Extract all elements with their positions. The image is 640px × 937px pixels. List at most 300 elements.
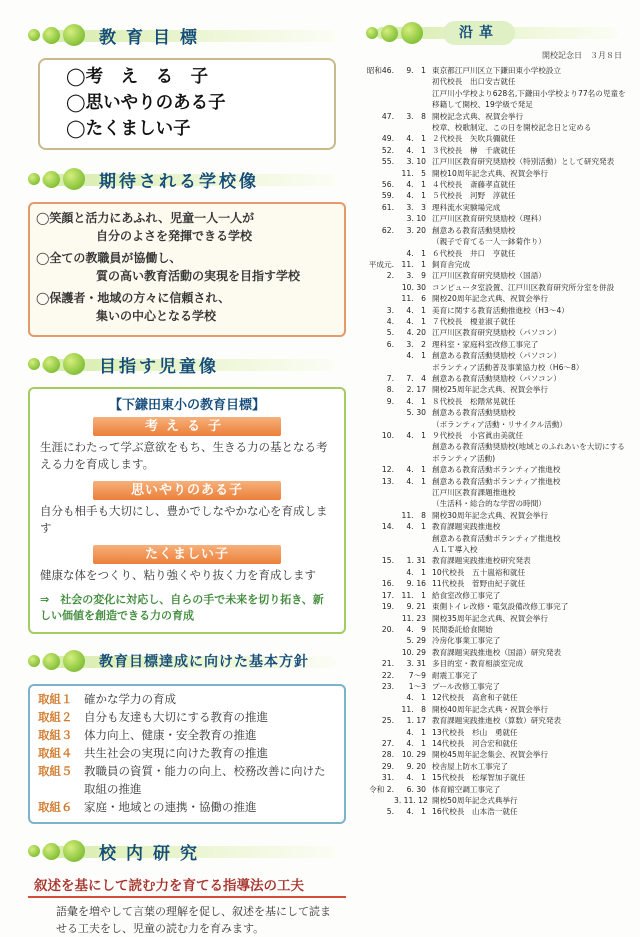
history-event: （ボランティア活動・リサイクル活動） xyxy=(432,419,568,429)
green-dots-icon xyxy=(28,24,85,46)
history-row xyxy=(366,76,628,87)
history-era: 6. xyxy=(386,339,394,349)
history-row xyxy=(366,145,628,156)
history-event: ３代校長 榊 千歳就任 xyxy=(432,145,516,155)
vision-item: ◯笑顔と活力にあふれ、児童一人一人が 自分のよさを発揮できる学校 xyxy=(36,211,255,243)
history-event: 13代校長 杉山 勇就任 xyxy=(432,727,518,737)
history-date: 2. 17 xyxy=(406,385,426,395)
history-event: 10代校長 五十嵐裕和就任 xyxy=(432,567,526,577)
history-event: 14代校長 河合宏和就任 xyxy=(432,738,518,748)
history-date: 4. 20 xyxy=(406,328,426,338)
history-row xyxy=(366,419,628,430)
history-era xyxy=(366,544,394,555)
history-row xyxy=(366,487,628,498)
green-dots-icon xyxy=(366,22,423,44)
child-header xyxy=(28,347,346,381)
history-event: 体育館空調工事完了 xyxy=(432,784,501,794)
history-date: 4. 1 xyxy=(406,180,426,190)
history-event: 校章、校歌制定、この日を開校記念日と定める xyxy=(432,123,592,133)
history-event: （親子で育てる一人一鉢菊作り） xyxy=(432,237,546,247)
policy-row: 取組２ 自分も友達も大切にする教育の推進 xyxy=(38,710,268,724)
history-event: 教育課題実践推進校（国語）研究発表 xyxy=(432,647,562,657)
history-event: 飼育舎完成 xyxy=(432,259,470,269)
history-row xyxy=(366,738,628,749)
history-row xyxy=(366,670,628,681)
history-row xyxy=(366,88,628,111)
history-era xyxy=(366,236,394,247)
history-date: 3. 9 xyxy=(406,271,426,281)
history-date: 9. 21 xyxy=(406,602,426,612)
history-date xyxy=(394,236,432,247)
vision-item: ◯全ての教職員が協働し、 質の高い教育活動の実現を目指す学校 xyxy=(36,251,301,283)
history-row xyxy=(366,384,628,395)
policy-row: 取組１ 確かな学力の育成 xyxy=(38,692,176,706)
history-date xyxy=(394,88,432,111)
history-era: 5. xyxy=(386,807,394,817)
history-era: 13. xyxy=(381,476,394,486)
history-event: 教育課題実践推進校研究発表 xyxy=(432,556,531,566)
history-header xyxy=(366,18,628,48)
history-row xyxy=(366,248,628,259)
history-era: 7. xyxy=(386,373,394,383)
history-era xyxy=(366,510,394,521)
history-era xyxy=(366,282,394,293)
history-row xyxy=(366,316,628,327)
history-era: 62. xyxy=(381,225,394,235)
history-date: 4. 1 xyxy=(406,305,426,315)
history-event: 江戸川小学校より628名,下鎌田小学校より77名の児童を移籍して開校、19学級で発足 xyxy=(432,88,626,110)
history-event: 開校10周年記念式典、祝賀会挙行 xyxy=(432,168,548,178)
history-event: ボランティア活動普及事業協力校（H6～8） xyxy=(432,362,584,372)
history-event: 民間委託給食開始 xyxy=(432,624,493,634)
history-event: ＡＬＴ導入校 xyxy=(432,545,478,555)
child-pill: 思いやりのある子 xyxy=(93,481,281,500)
history-event: コンピュータ室設置、江戸川区教育研究所分室を併設 xyxy=(432,282,615,292)
history-date: 3. 8 xyxy=(406,111,426,121)
child-title: 目指す児童像 xyxy=(99,356,219,377)
history-event: 創意ある教育活動ボランティア推進校 xyxy=(432,465,561,475)
green-dots-icon xyxy=(28,650,85,672)
history-row xyxy=(366,476,628,487)
history-event: 創意ある教育活動奨励校（パソコン） xyxy=(432,351,561,361)
history-row xyxy=(366,533,628,544)
history-era: 55. xyxy=(381,157,394,167)
history-era xyxy=(366,88,394,111)
history-row xyxy=(366,761,628,772)
history-event: ８代校長 松隈常晃就任 xyxy=(432,396,516,406)
history-row xyxy=(366,441,628,464)
history-event: 16代校長 山本浩一就任 xyxy=(432,807,518,817)
history-date: 4. 1 xyxy=(406,351,426,361)
history-date: 6. 30 xyxy=(406,784,426,794)
child-desc: 自分も相手も大切にし、豊かでしなやかな心を育成します xyxy=(40,504,328,535)
history-date: 9. 16 xyxy=(406,579,426,589)
history-row xyxy=(366,65,628,76)
history-date: 1. 31 xyxy=(406,556,426,566)
history-event: 開校20周年記念式典、祝賀会挙行 xyxy=(432,294,548,304)
history-era xyxy=(366,168,394,179)
history-row xyxy=(366,111,628,122)
child-subtitle: 【下鎌田東小の教育目標】 xyxy=(108,398,265,413)
history-era: 23. xyxy=(381,681,394,691)
history-row xyxy=(366,156,628,167)
history-row xyxy=(366,350,628,361)
history-event: 創意ある教育活動奨励校（パソコン） xyxy=(432,373,561,383)
history-row xyxy=(366,327,628,338)
history-row xyxy=(366,133,628,144)
history-date: 4. 1 xyxy=(406,465,426,475)
history-event: 江戸川区教育課題推進校 xyxy=(432,488,516,498)
history-row xyxy=(366,259,628,270)
history-event: ５代校長 河野 淳就任 xyxy=(432,191,516,201)
history-date: 3. 31 xyxy=(406,659,426,669)
history-row xyxy=(366,635,628,646)
history-era: 25. xyxy=(381,716,394,726)
history-era: 2. xyxy=(386,271,394,281)
history-date: 7. 4 xyxy=(406,373,426,383)
history-event: 江戸川区教育研究奨励校（理科） xyxy=(432,214,546,224)
goals-header xyxy=(28,18,346,52)
history-row xyxy=(366,647,628,658)
history-era: 47. xyxy=(381,111,394,121)
history-era: 昭和46. xyxy=(366,66,394,75)
history-row xyxy=(366,567,628,578)
history-date xyxy=(394,441,432,464)
research-header xyxy=(28,834,346,868)
goal-item: ◯考 え る 子 xyxy=(66,67,209,87)
history-date: 3. 10 xyxy=(406,214,426,224)
history-event: ７代校長 榎並淑子就任 xyxy=(432,316,516,326)
research-title: 校内研究 xyxy=(99,843,207,864)
history-event: 開校35周年記念式典、祝賀会挙行 xyxy=(432,613,548,623)
history-era xyxy=(366,795,394,806)
history-event: ９代校長 小宮眞由美就任 xyxy=(432,431,524,440)
history-era xyxy=(366,248,394,259)
history-date: 4. 1 xyxy=(406,476,426,486)
history-row xyxy=(366,179,628,190)
history-date: 10. 29 xyxy=(401,750,426,760)
history-row xyxy=(366,544,628,555)
history-title: 沿革 xyxy=(443,21,515,45)
history-date xyxy=(394,362,432,373)
history-era xyxy=(366,122,394,133)
history-era xyxy=(366,727,394,738)
goal-item: ◯思いやりのある子 xyxy=(66,93,226,113)
history-date: 11. 1 xyxy=(401,590,426,600)
history-era: 29. xyxy=(381,761,394,771)
history-row xyxy=(366,521,628,532)
history-event: 12代校長 高倉和子就任 xyxy=(432,693,518,703)
history-date: 5. 29 xyxy=(406,636,426,646)
history-row xyxy=(366,305,628,316)
history-event: 開校記念式典、祝賀会挙行 xyxy=(432,111,524,121)
history-date xyxy=(394,533,432,544)
history-date: 11. 6 xyxy=(401,294,426,304)
history-era xyxy=(366,613,394,624)
history-date: 5. 30 xyxy=(406,408,426,418)
history-row xyxy=(366,658,628,669)
history-row xyxy=(366,692,628,703)
history-event: 江戸川区教育研究奨励校（パソコン） xyxy=(432,328,561,338)
history-date xyxy=(394,419,432,430)
green-dots-icon xyxy=(28,840,85,862)
history-era xyxy=(366,350,394,361)
history-date xyxy=(394,544,432,555)
history-era xyxy=(366,567,394,578)
history-row xyxy=(366,168,628,179)
vision-box xyxy=(28,202,346,337)
history-event: 開校45周年記念集会、祝賀会挙行 xyxy=(432,750,548,760)
history-row xyxy=(366,613,628,624)
history-date: 4. 1 xyxy=(406,727,426,737)
history-era xyxy=(366,647,394,658)
history-event: 理科流水実験場完成 xyxy=(432,202,501,212)
history-date xyxy=(394,76,432,87)
history-date: 4. 1 xyxy=(406,134,426,144)
history-row xyxy=(366,225,628,236)
vision-header xyxy=(28,162,346,196)
child-desc: 健康な体をつくり、粘り強くやり抜く力を育成します xyxy=(40,568,316,582)
history-date: 4. 1 xyxy=(406,738,426,748)
history-event: 給食室改修工事完了 xyxy=(432,590,501,600)
history-row xyxy=(366,282,628,293)
history-era: 平成元. xyxy=(368,259,394,269)
history-date: 4. 1 xyxy=(406,396,426,406)
history-date: 3. 11. 12 xyxy=(394,796,428,805)
history-date: 4. 1 xyxy=(406,773,426,783)
history-row xyxy=(366,396,628,407)
history-era: 10. xyxy=(381,431,394,440)
history-date: 9. 20 xyxy=(406,761,426,771)
history-event: 教育課題実践推進校（算数）研究発表 xyxy=(432,716,562,726)
policy-row: 取組３ 体力向上、健康・安全教育の推進 xyxy=(38,728,257,742)
left-column xyxy=(28,18,346,937)
history-row xyxy=(366,727,628,738)
history-date: 10. 29 xyxy=(401,647,426,657)
child-pill: たくましい子 xyxy=(93,545,281,564)
history-date: 11. 1 xyxy=(401,259,426,269)
history-row xyxy=(366,704,628,715)
history-era: 22. xyxy=(381,670,394,680)
policy-box xyxy=(28,684,346,824)
history-timeline xyxy=(366,65,628,818)
history-date: 9. 1 xyxy=(406,66,426,75)
history-era: 12. xyxy=(381,465,394,475)
history-date: 4. 1 xyxy=(406,191,426,201)
history-event: 15代校長 松塚智加子就任 xyxy=(432,773,526,783)
history-date: 4. 1 xyxy=(406,248,426,258)
history-row xyxy=(366,362,628,373)
history-era xyxy=(366,635,394,646)
history-event: 開校25周年記念式典、祝賀会挙行 xyxy=(432,385,548,395)
history-era: 19. xyxy=(381,602,394,612)
history-era xyxy=(366,498,394,509)
history-date: 11. 8 xyxy=(401,704,426,714)
history-event: 創意ある教育活動ボランティア推進校 xyxy=(432,476,561,486)
history-era: 21. xyxy=(381,659,394,669)
history-era xyxy=(366,362,394,373)
history-row xyxy=(366,407,628,418)
history-era: 31. xyxy=(381,773,394,783)
history-era xyxy=(366,692,394,703)
history-date: 11. 23 xyxy=(401,613,426,623)
history-era: 9. xyxy=(386,396,394,406)
history-row xyxy=(366,624,628,635)
history-era xyxy=(366,407,394,418)
history-date: 4. 1 xyxy=(406,145,426,155)
history-era xyxy=(366,293,394,304)
history-row xyxy=(366,749,628,760)
history-date: 3. 20 xyxy=(406,225,426,235)
history-row xyxy=(366,555,628,566)
history-era: 17. xyxy=(381,590,394,600)
anniversary-date: 開校記念日 ３月８日 xyxy=(542,51,622,60)
history-row xyxy=(366,190,628,201)
history-event: 教育課題実践推進校 xyxy=(432,522,501,532)
history-era: 8. xyxy=(386,385,394,395)
history-era xyxy=(366,704,394,715)
history-era: 14. xyxy=(381,522,394,532)
history-era xyxy=(366,533,394,544)
history-era xyxy=(366,441,394,464)
history-event: （生活科・総合的な学習の時間） xyxy=(432,499,546,509)
history-event: ４代校長 斎藤孝直就任 xyxy=(432,180,516,190)
history-row xyxy=(366,373,628,384)
history-event: 創意ある教育活動奨励校 xyxy=(432,225,516,235)
history-row xyxy=(366,430,628,441)
history-row xyxy=(366,293,628,304)
history-event: 創意ある教育活動奨励校(地域とのふれあいを大切にするボランティア活動) xyxy=(432,442,625,463)
child-desc: 生涯にわたって学ぶ意欲をもち、生きる力の基となる考える力を育成します。 xyxy=(40,440,328,471)
history-era: 令和 2. xyxy=(369,784,394,794)
history-event: 江戸川区教育研究奨励校（国語） xyxy=(432,271,546,281)
history-event: 美育に関する教育活動推進校（H3～4） xyxy=(432,305,569,315)
history-era: 59. xyxy=(381,191,394,201)
history-date: 3. 2 xyxy=(406,339,426,349)
history-row xyxy=(366,202,628,213)
right-column xyxy=(366,18,628,818)
child-box xyxy=(28,387,346,634)
history-row xyxy=(366,236,628,247)
history-era: 56. xyxy=(381,180,394,190)
history-event: 多目的室・教育相談室完成 xyxy=(432,659,524,669)
history-event: 開校50周年記念式典挙行 xyxy=(432,796,518,805)
history-era: 3. xyxy=(386,305,394,315)
history-event: 冷房化事業工事完了 xyxy=(432,636,501,646)
history-row xyxy=(366,795,628,806)
history-date: 4. 1 xyxy=(406,316,426,326)
goals-title: 教育目標 xyxy=(99,27,207,48)
policy-title: 教育目標達成に向けた基本方針 xyxy=(99,654,309,670)
history-event: 開校40周年記念式典・祝賀会挙行 xyxy=(432,704,548,714)
history-era: 16. xyxy=(381,579,394,589)
history-era: 4. xyxy=(386,316,394,326)
child-pill: 考える子 xyxy=(93,417,281,436)
history-era: 27. xyxy=(381,738,394,748)
history-date: 7～9 xyxy=(408,670,426,680)
history-date: 11. 8 xyxy=(401,510,426,520)
history-era: 15. xyxy=(381,556,394,566)
history-event: プール改修工事完了 xyxy=(432,681,500,691)
history-row xyxy=(366,601,628,612)
history-event: 江戸川区教育研究奨励校（特別活動）として研究発表 xyxy=(432,157,615,167)
history-date: 4. 1 xyxy=(406,522,426,532)
history-era: 28. xyxy=(381,750,394,760)
history-era: 52. xyxy=(381,145,394,155)
policy-header xyxy=(28,644,346,678)
history-date: 4. 9 xyxy=(406,624,426,634)
history-date xyxy=(394,487,432,498)
vision-item: ◯保護者・地域の方々に信頼され、 集いの中心となる学校 xyxy=(36,291,231,323)
child-note: ⇒ 社会の変化に対応し、自らの手で未来を切り拓き、新しい価値を創造できる力の育成 xyxy=(40,593,324,622)
history-era: 61. xyxy=(381,202,394,212)
history-era: 20. xyxy=(381,624,394,634)
history-event: 創意ある教育活動奨励校 xyxy=(432,408,516,418)
history-row xyxy=(366,715,628,726)
history-era xyxy=(366,487,394,498)
history-event: 東京都江戸川区立下鎌田東小学校設立 xyxy=(432,66,562,75)
goal-item: ◯たくましい子 xyxy=(66,119,191,139)
policy-row: 取組４ 共生社会の実現に向けた教育の推進 xyxy=(38,746,268,760)
policy-row: 取組５ 教職員の資質・能力の向上、校務改善に向けた取組の推進 xyxy=(38,764,326,796)
history-date: 3. 3 xyxy=(406,202,426,212)
history-row xyxy=(366,270,628,281)
history-row xyxy=(366,122,628,133)
green-dots-icon xyxy=(28,168,85,190)
history-row xyxy=(366,578,628,589)
history-event: 11代校長 菅野由紀子就任 xyxy=(432,579,526,589)
policy-row: 取組６ 家庭・地域との連携・協働の推進 xyxy=(38,800,257,814)
history-era xyxy=(366,419,394,430)
history-row xyxy=(366,510,628,521)
history-date: 10. 30 xyxy=(401,282,426,292)
history-event: ２代校長 矢吹兵彌就任 xyxy=(432,134,516,144)
history-era xyxy=(366,213,394,224)
history-event: 創意ある教育活動ボランティア推進校 xyxy=(432,533,561,543)
history-date: 1. 17 xyxy=(406,716,426,726)
history-row xyxy=(366,213,628,224)
history-event: 東側トイレ改修・電気設備改修工事完了 xyxy=(432,602,569,612)
history-row xyxy=(366,590,628,601)
research-theme: 叙述を基にして読む力を育てる指導法の工夫 xyxy=(28,874,346,898)
history-row xyxy=(366,784,628,795)
history-era xyxy=(366,76,394,87)
goals-box xyxy=(38,58,336,150)
history-row xyxy=(366,498,628,509)
history-row xyxy=(366,772,628,783)
history-event: 耐震工事完了 xyxy=(432,670,478,680)
history-row xyxy=(366,339,628,350)
history-date: 4. 1 xyxy=(406,431,426,440)
history-row xyxy=(366,464,628,475)
history-row xyxy=(366,806,628,817)
history-date: 4. 1 xyxy=(406,807,426,817)
history-date xyxy=(394,498,432,509)
history-event: 開校30周年記念式典、祝賀会挙行 xyxy=(432,510,548,520)
history-event: ６代校長 井口 亨就任 xyxy=(432,248,516,258)
history-date xyxy=(394,122,432,133)
vision-title: 期待される学校像 xyxy=(99,171,259,192)
green-dots-icon xyxy=(28,353,85,375)
history-event: 校舎屋上防水工事完了 xyxy=(432,761,508,771)
history-era: 5. xyxy=(386,328,394,338)
history-date: 3. 10 xyxy=(406,157,426,167)
history-era: 49. xyxy=(381,134,394,144)
history-row xyxy=(366,681,628,692)
history-event: 初代校長 出口安吉就任 xyxy=(432,77,516,87)
history-date: 4. 1 xyxy=(406,567,426,577)
history-event: 理科室・家庭科室改修工事完了 xyxy=(432,339,539,349)
